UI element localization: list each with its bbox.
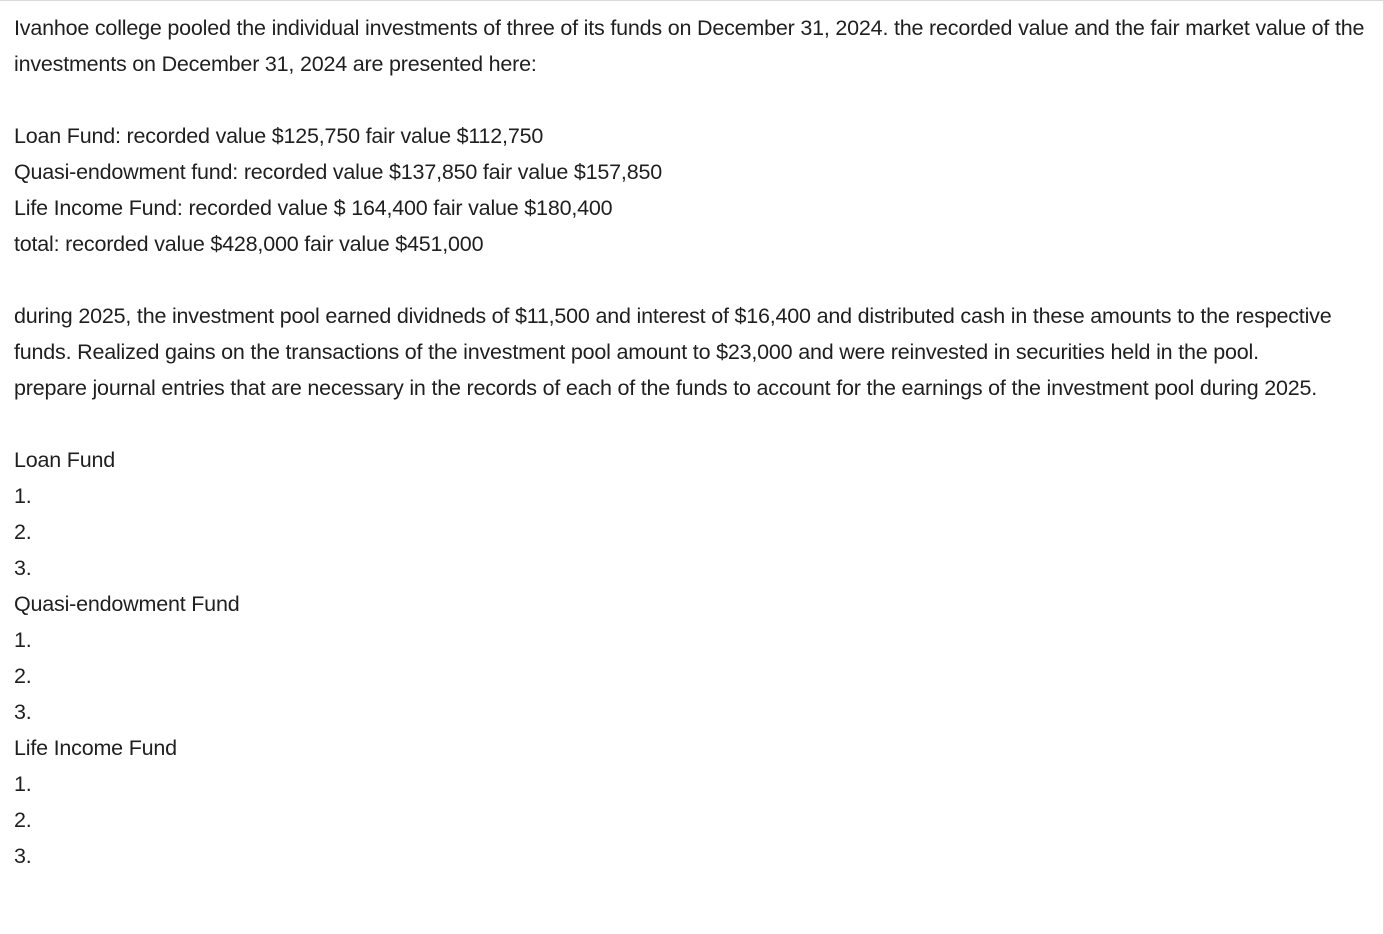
question-content	[14, 10, 1369, 874]
list-item: 2.	[14, 664, 32, 688]
list-item: 1.	[14, 772, 32, 796]
intro-paragraph: Ivanhoe college pooled the individual investments of three of its funds on December 31, 2024. the recorded value and the fair market value of the investments on December 31, 2024 are presented here:	[14, 16, 1365, 76]
section-title-quasi-endowment-fund: Quasi-endowment Fund	[14, 592, 240, 616]
section-title-life-income-fund: Life Income Fund	[14, 736, 177, 760]
fund-row-life-income: Life Income Fund: recorded value $ 164,400 fair value $180,400	[14, 196, 613, 220]
list-item: 2.	[14, 808, 32, 832]
list-item: 1.	[14, 484, 32, 508]
list-item: 3.	[14, 844, 32, 868]
spacer	[14, 406, 1369, 442]
spacer	[14, 262, 1369, 298]
instruction-paragraph: prepare journal entries that are necessary in the records of each of the funds to account for the earnings of the investment pool during 2025.	[14, 376, 1318, 400]
list-item: 3.	[14, 556, 32, 580]
fund-row-total: total: recorded value $428,000 fair value $451,000	[14, 232, 484, 256]
section-title-loan-fund: Loan Fund	[14, 448, 116, 472]
fund-row-loan: Loan Fund: recorded value $125,750 fair value $112,750	[14, 124, 544, 148]
spacer	[14, 82, 1369, 118]
earnings-paragraph: during 2025, the investment pool earned dividneds of $11,500 and interest of $16,400 and distributed cash in these amounts to the respective funds. Realized gains on the transactions of the investment pool amount to $23,000 and were reinvested in securities held in the pool.	[14, 304, 1332, 364]
fund-row-quasi-endowment: Quasi-endowment fund: recorded value $137,850 fair value $157,850	[14, 160, 662, 184]
list-item: 2.	[14, 520, 32, 544]
list-item: 1.	[14, 628, 32, 652]
list-item: 3.	[14, 700, 32, 724]
